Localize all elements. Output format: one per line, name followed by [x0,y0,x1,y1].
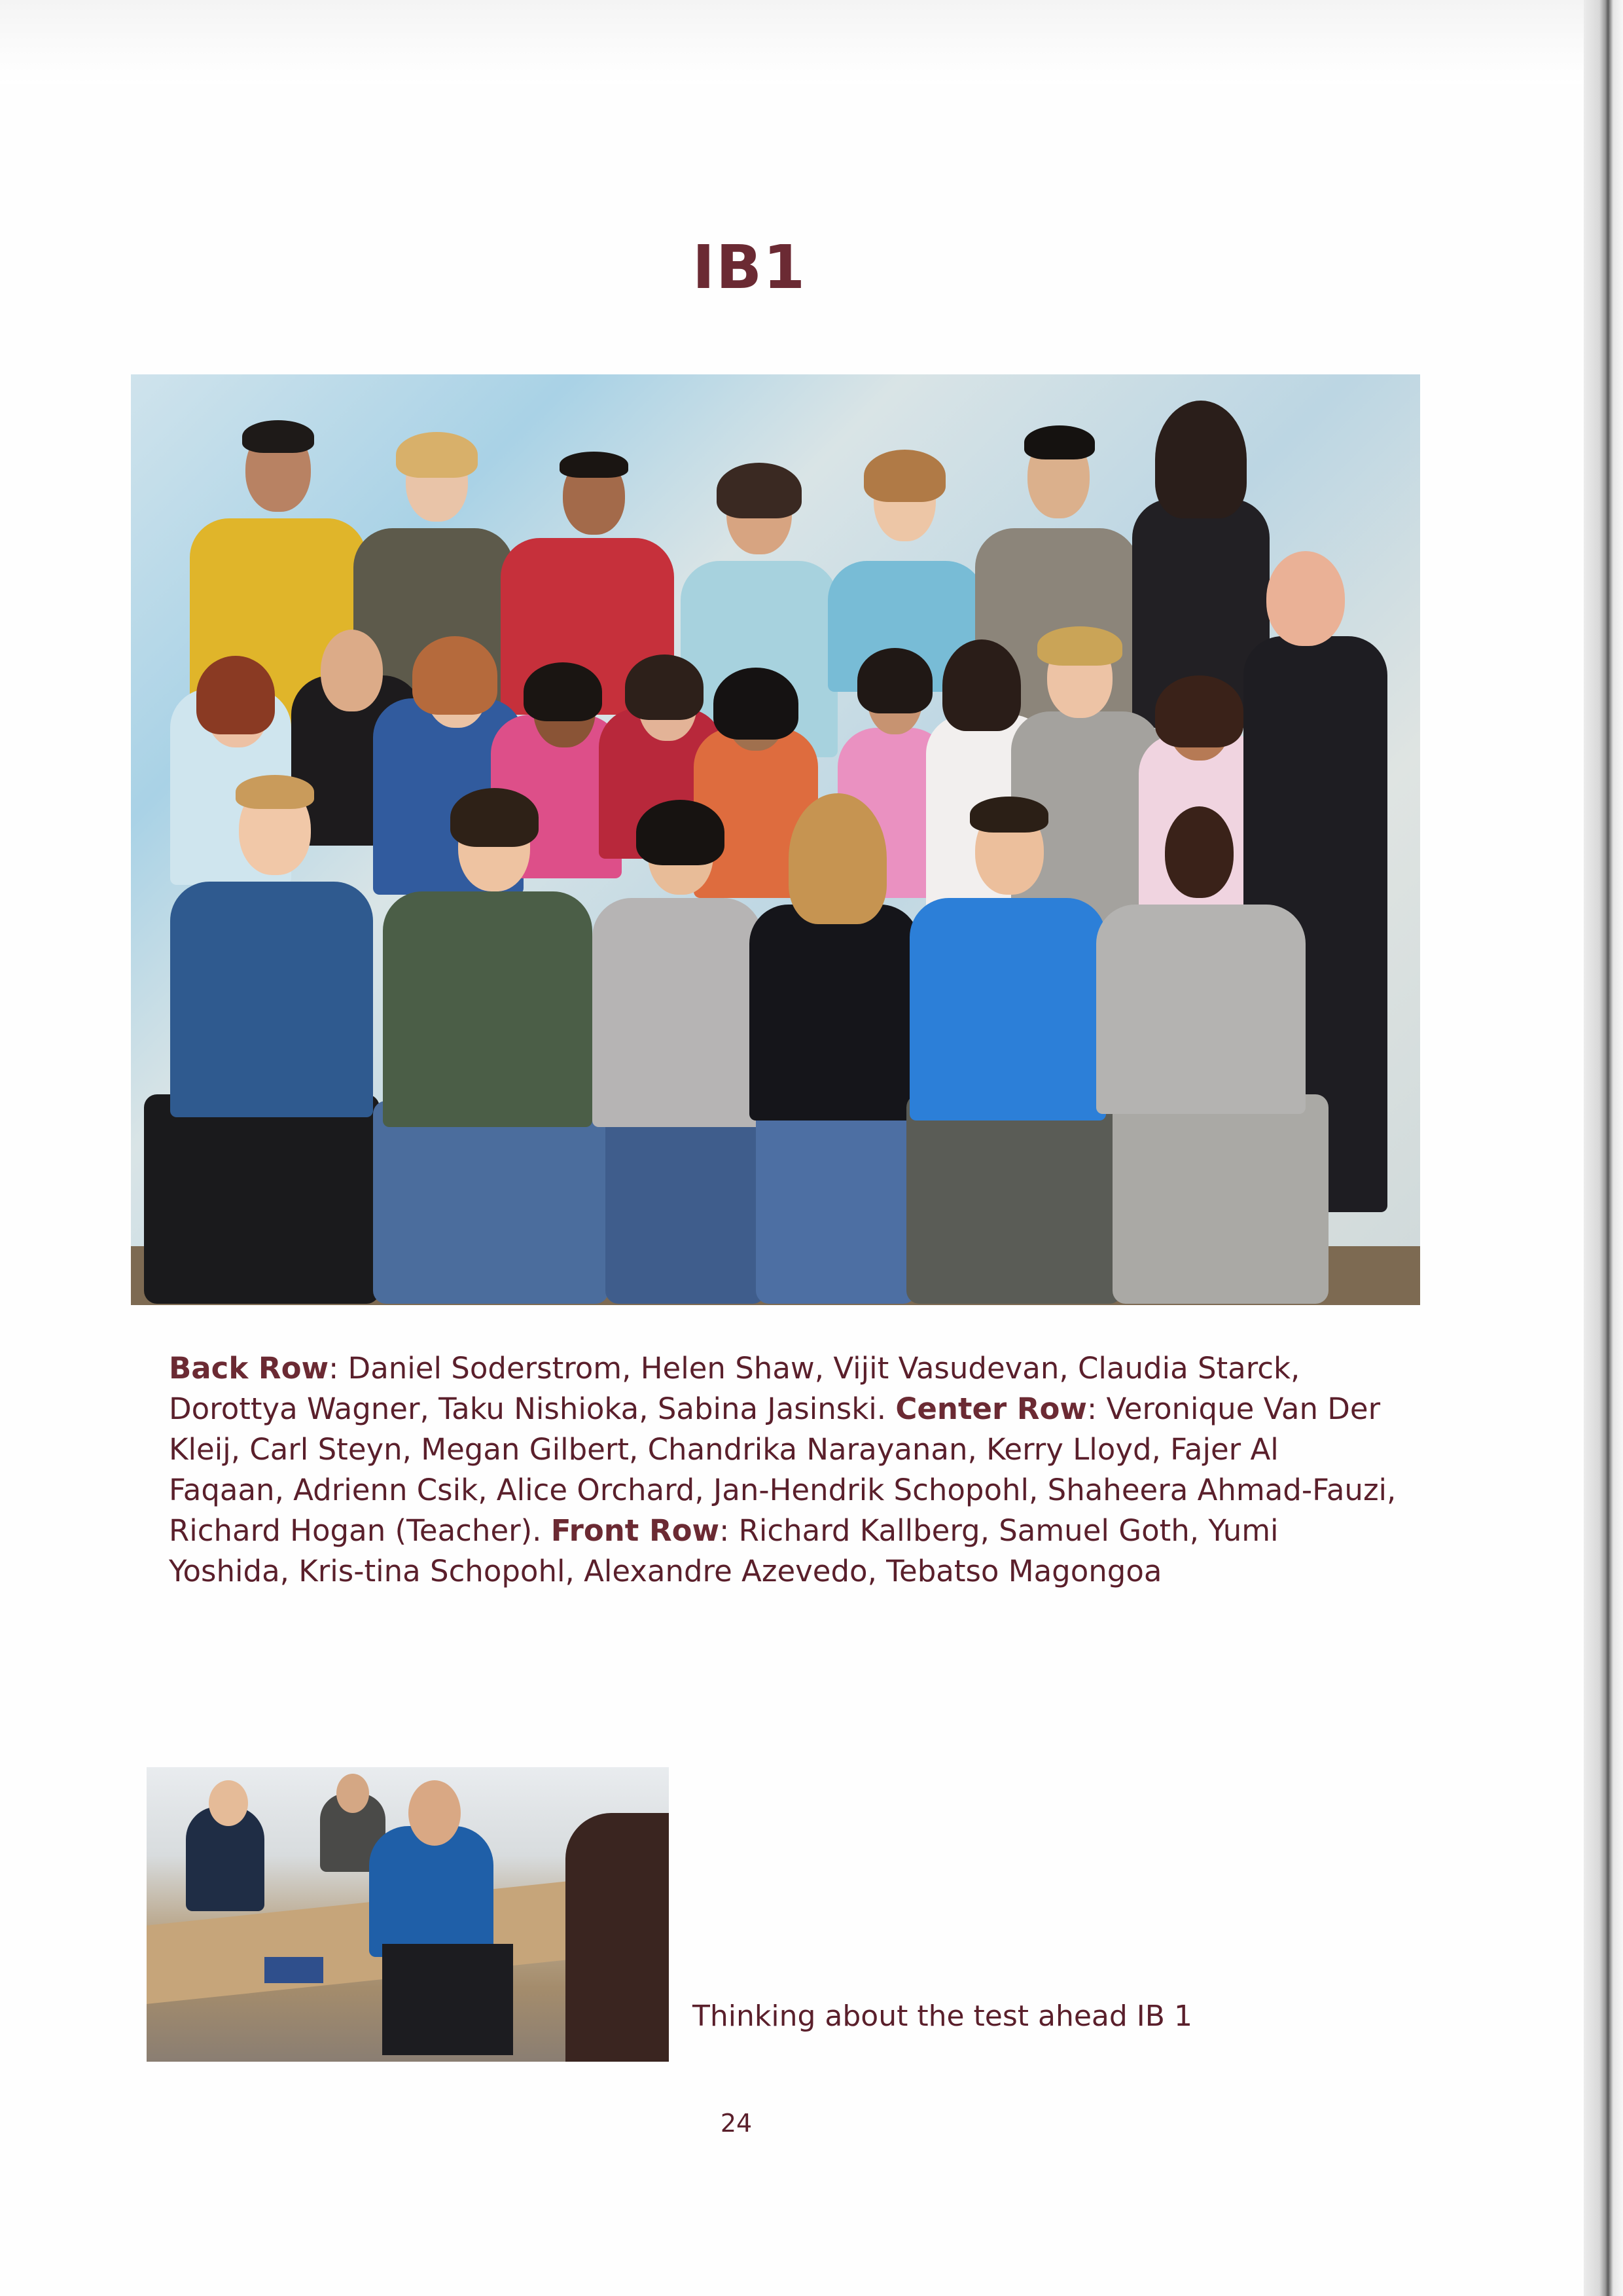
candid-photo-caption: Thinking about the test ahead IB 1 [692,2000,1192,2033]
caption-label-back-row: Back Row [169,1351,329,1386]
caption-label-front-row: Front Row [550,1513,720,1548]
book-gutter [1584,0,1623,2296]
caption-names-center-row: : Veronique Van Der Kleij, Carl Steyn, Megan Gilbert, Chandrika Narayanan, Kerry Lloyd, Fajer Al Faqaan, Adrienn Csik, Alice Orchard, Jan-Hendrik Schopohl, Shaheera Ahmad-Fauzi, Richard Hogan (Teacher). [169,1391,1397,1548]
scan-edge-top [0,0,1623,84]
class-group-photo [131,374,1420,1305]
group-photo-caption [169,1348,1399,1592]
page-number: 24 [720,2109,753,2138]
candid-classroom-photo [147,1767,669,2062]
caption-names-front-row: : Richard Kallberg, Samuel Goth, Yumi Yoshida, Kris-tina Schopohl, Alexandre Azevedo, Tebatso Magongoa [169,1513,1279,1588]
caption-label-center-row: Center Row [895,1391,1087,1426]
page-title: IB1 [692,232,807,302]
caption-names-back-row: : Daniel Soderstrom, Helen Shaw, Vijit Vasudevan, Claudia Starck, Dorottya Wagner, Taku Nishioka, Sabina Jasinski. [169,1351,1300,1426]
